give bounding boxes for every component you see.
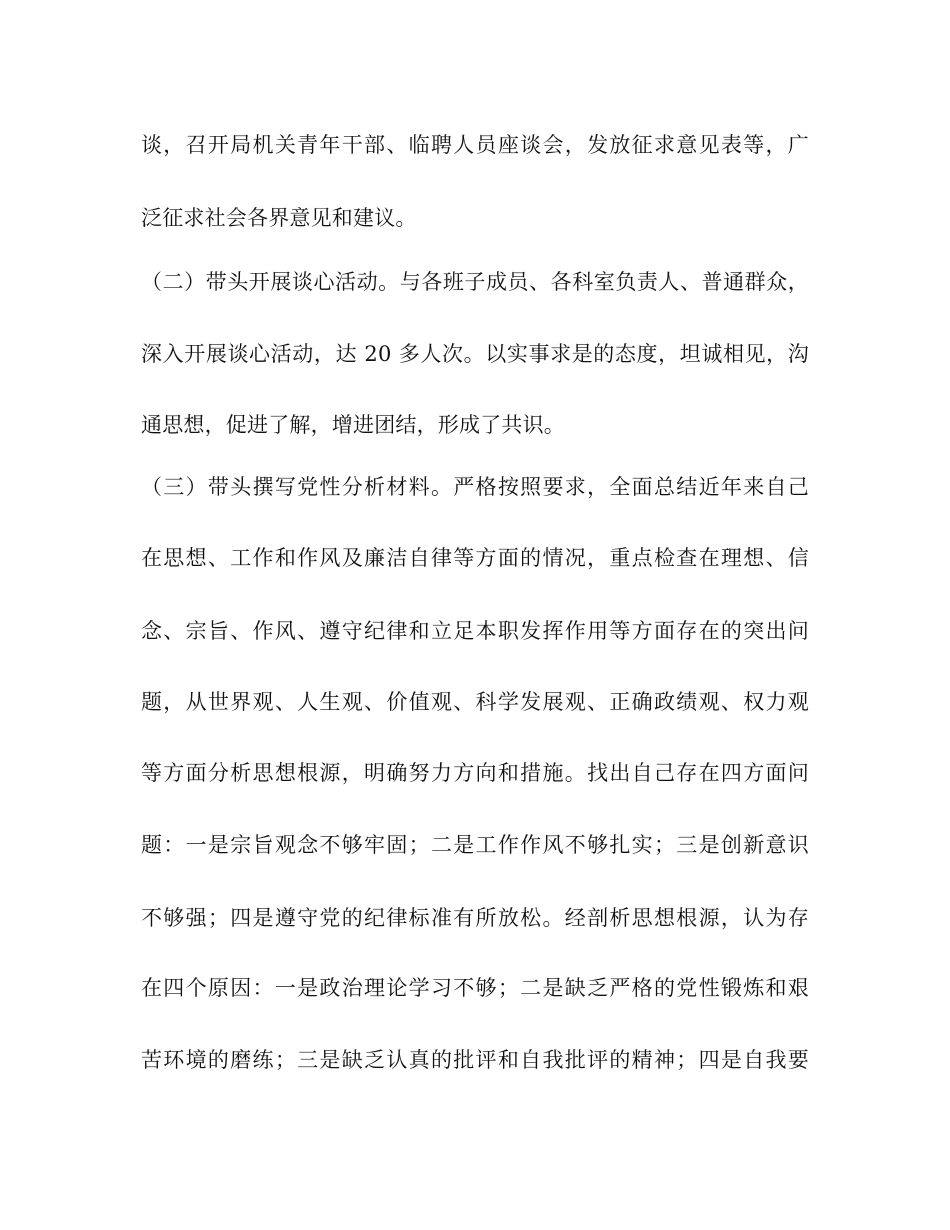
text-line: 通思想，促进了解，增进团结，形成了共识。 bbox=[141, 413, 565, 437]
text-line: 在思想、工作和作风及廉洁自律等方面的情况，重点检查在理想、信 bbox=[141, 546, 809, 570]
text-line: 等方面分析思想根源，明确努力方向和措施。找出自己存在四方面问 bbox=[141, 761, 809, 785]
text-line: 题，从世界观、人生观、价值观、科学发展观、正确政绩观、权力观 bbox=[141, 690, 809, 714]
text-line: 深入开展谈心活动，达 20 多人次。以实事求是的态度，坦诚相见，沟 bbox=[141, 342, 809, 366]
text-line: 不够强；四是遵守党的纪律标准有所放松。经剖析思想根源，认为存 bbox=[141, 906, 809, 930]
text-line: （三）带头撰写党性分析材料。严格按照要求，全面总结近年来自己 bbox=[141, 475, 809, 499]
text-line: 题：一是宗旨观念不够牢固；二是工作作风不够扎实；三是创新意识 bbox=[141, 833, 809, 857]
text-line: （二）带头开展谈心活动。与各班子成员、各科室负责人、普通群众， bbox=[141, 270, 809, 294]
text-line: 念、宗旨、作风、遵守纪律和立足本职发挥作用等方面存在的突出问 bbox=[141, 619, 809, 643]
text-line: 泛征求社会各界意见和建议。 bbox=[141, 206, 417, 230]
text-line: 谈，召开局机关青年干部、临聘人员座谈会，发放征求意见表等，广 bbox=[141, 133, 809, 157]
text-line: 苦环境的磨练；三是缺乏认真的批评和自我批评的精神；四是自我要 bbox=[141, 1048, 809, 1072]
text-line: 在四个原因：一是政治理论学习不够；二是缺乏严格的党性锻炼和艰 bbox=[141, 976, 809, 1000]
